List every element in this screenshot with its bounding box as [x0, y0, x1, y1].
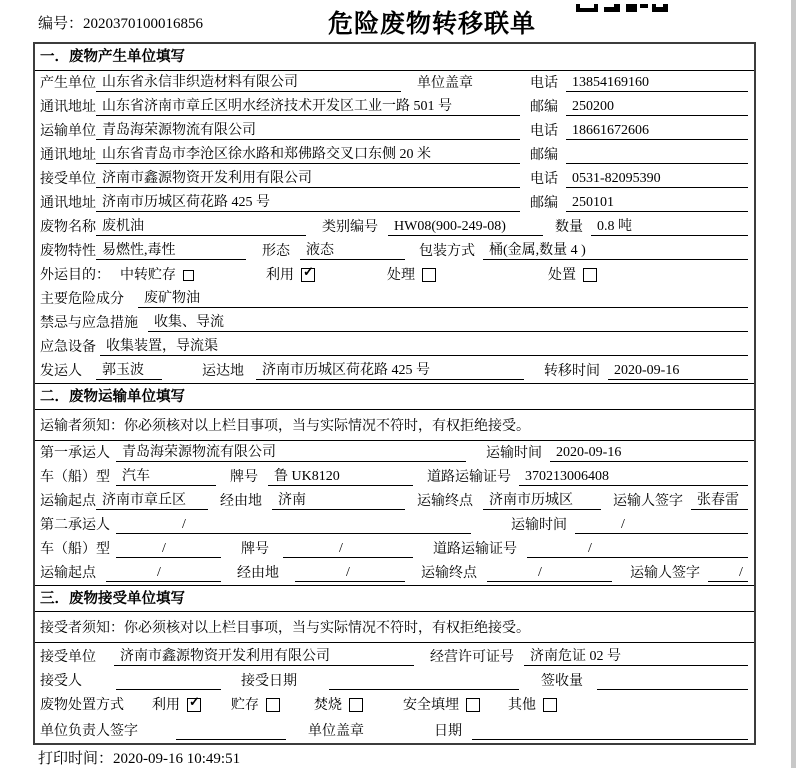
- disposal-option-label: 贮存: [231, 698, 259, 713]
- amount-label: 签收量: [541, 674, 583, 689]
- row-recipient: [35, 669, 754, 693]
- origin1-value: 济南市章丘区: [96, 489, 208, 510]
- carrier2-label: 第二承运人: [40, 518, 110, 533]
- row-producer-address: [35, 95, 754, 119]
- time2-value: /: [575, 517, 748, 534]
- print-time-label: 打印时间：: [38, 751, 114, 767]
- sign1-value: 张春雷: [691, 489, 748, 510]
- disposal-option-other: [508, 694, 557, 714]
- addr1-label: 通讯地址: [40, 100, 96, 115]
- row-vehicle1: [35, 465, 754, 489]
- disposal-option-label: 其他: [508, 698, 536, 713]
- row-first-carrier: [35, 441, 754, 465]
- disposal-option-store: [231, 694, 280, 714]
- checkbox-treat: [422, 268, 436, 282]
- row-receiver-address: [35, 191, 754, 215]
- addr2-label: 通讯地址: [40, 148, 96, 163]
- form-value: 液态: [300, 239, 405, 260]
- disposal-option-landfill: [403, 694, 480, 714]
- phone2-value: 18661672606: [566, 123, 748, 140]
- row-waste-name: [35, 215, 754, 239]
- purpose-option-transfer-storage: [120, 264, 194, 284]
- plate2-label: 牌号: [241, 542, 269, 557]
- zip3-label: 邮编: [530, 196, 558, 211]
- purpose-option-utilize: [266, 264, 315, 284]
- row-hazard-component: [35, 287, 754, 311]
- head-sign-value: [176, 723, 286, 740]
- phone3-label: 电话: [530, 172, 558, 187]
- checkbox-transfer-storage: [183, 270, 194, 281]
- dest-value: 济南市历城区荷花路 425 号: [256, 359, 524, 380]
- vehicle1-value: 汽车: [116, 465, 216, 486]
- row-transporter: [35, 119, 754, 143]
- row-route2: [35, 561, 754, 585]
- checkbox-mark: ✓: [189, 694, 200, 709]
- unit-seal-label: 单位盖章: [417, 76, 473, 91]
- transfer-time-label: 转移时间: [544, 364, 600, 379]
- phone3-value: 0531-82095390: [566, 171, 748, 188]
- receiver-notice: 接受者须知：你必须核对以上栏目事项，当与实际情况不符时，有权拒绝接受。: [35, 612, 754, 643]
- producer-value: 山东省永信非织造材料有限公司: [96, 71, 401, 92]
- purpose-option-label: 处理: [387, 268, 415, 283]
- receive-date-value: [329, 673, 519, 690]
- zip1-label: 邮编: [530, 100, 558, 115]
- row-vehicle2: [35, 537, 754, 561]
- transporter-label: 运输单位: [40, 124, 96, 139]
- page-title: 危险废物转移联单: [328, 11, 537, 38]
- receive-date-label: 接受日期: [241, 674, 297, 689]
- disposal-option-label: 焚烧: [314, 698, 342, 713]
- dest-label: 运达地: [202, 364, 244, 379]
- via2-value: /: [295, 565, 405, 582]
- license1-value: 370213006408: [519, 469, 748, 486]
- phone1-value: 13854169160: [566, 75, 748, 92]
- serial-label: 编号：: [38, 16, 84, 32]
- qty-value: 0.8 吨: [591, 215, 748, 236]
- zip1-value: 250200: [566, 99, 748, 116]
- checkbox-mark: ✓: [303, 264, 314, 279]
- producer-label: 产生单位: [40, 76, 96, 91]
- addr3-label: 通讯地址: [40, 196, 96, 211]
- checkbox-dispose: [583, 268, 597, 282]
- time2-label: 运输时间: [511, 518, 567, 533]
- receiver-value: 济南市鑫源物资开发利用有限公司: [96, 167, 520, 188]
- date2-label: 日期: [434, 724, 462, 739]
- addr3-value: 济南市历城区荷花路 425 号: [96, 191, 520, 212]
- transporter-value: 青岛海荣源物流有限公司: [96, 119, 520, 140]
- right-edge-strip: [791, 0, 796, 768]
- carrier1-label: 第一承运人: [40, 446, 110, 461]
- taboo-value: 收集、导流: [148, 311, 748, 332]
- license2-label: 道路运输证号: [433, 542, 517, 557]
- taboo-label: 禁忌与应急措施: [40, 316, 138, 331]
- category-value: HW08(900-249-08): [388, 219, 543, 236]
- print-time: [38, 747, 240, 768]
- plate2-value: /: [283, 541, 413, 558]
- permit-label: 经营许可证号: [430, 650, 514, 665]
- recipient-label: 接受人: [40, 674, 82, 689]
- row-transporter-address: [35, 143, 754, 167]
- via1-label: 经由地: [220, 494, 262, 509]
- receive-unit-value: 济南市鑫源物资开发利用有限公司: [114, 645, 414, 666]
- row-receive-unit: [35, 643, 754, 669]
- end2-label: 运输终点: [421, 566, 477, 581]
- transporter-notice: 运输者须知：你必须核对以上栏目事项，当与实际情况不符时，有权拒绝接受。: [35, 410, 754, 441]
- checkbox-utilize: [301, 264, 315, 282]
- carrier2-value: /: [116, 517, 471, 534]
- checkbox-disposal-incinerate: [349, 698, 363, 712]
- license1-label: 道路运输证号: [427, 470, 511, 485]
- checkbox-disposal-store: [266, 698, 280, 712]
- permit-value: 济南危证 02 号: [524, 645, 748, 666]
- sign2-label: 运输人签字: [630, 566, 700, 581]
- disposal-option-utilize: [152, 694, 201, 714]
- plate1-value: 鲁 UK8120: [268, 465, 413, 486]
- checkbox-disposal-utilize: [187, 694, 201, 712]
- row-emergency-equipment: [35, 335, 754, 359]
- section1-header: 一．废物产生单位填写: [35, 44, 754, 71]
- carrier1-value: 青岛海荣源物流有限公司: [116, 441, 466, 462]
- via2-label: 经由地: [237, 566, 279, 581]
- disposal-label: 废物处置方式: [40, 698, 124, 713]
- phone2-label: 电话: [530, 124, 558, 139]
- print-time-value: 2020-09-16 10:49:51: [113, 751, 241, 767]
- qty-label: 数量: [555, 220, 583, 235]
- disposal-option-incinerate: [314, 694, 363, 714]
- addr2-value: 山东省青岛市李沧区徐水路和郑佛路交叉口东侧 20 米: [96, 143, 520, 164]
- hazard-label: 主要危险成分: [40, 292, 124, 307]
- manifest-form-box: [33, 42, 756, 745]
- character-value: 易燃性,毒性: [96, 239, 246, 260]
- vehicle1-label: 车（船）型: [40, 470, 110, 485]
- packing-value: 桶(金属,数量 4 ): [483, 239, 748, 260]
- origin2-label: 运输起点: [40, 566, 96, 581]
- row-second-carrier: [35, 513, 754, 537]
- receiver-label: 接受单位: [40, 172, 96, 187]
- row-waste-character: [35, 239, 754, 263]
- equipment-label: 应急设备: [40, 340, 96, 355]
- addr1-value: 山东省济南市章丘区明水经济技术开发区工业一路 501 号: [96, 95, 520, 116]
- time1-label: 运输时间: [486, 446, 542, 461]
- amount-value: [597, 673, 748, 690]
- category-label: 类别编号: [322, 220, 378, 235]
- vehicle2-value: /: [116, 541, 221, 558]
- disposal-option-label: 利用: [152, 698, 180, 713]
- section2-header: 二．废物运输单位填写: [35, 383, 754, 410]
- disposal-option-label: 安全填埋: [403, 698, 459, 713]
- row-transfer-purpose: [35, 263, 754, 287]
- end1-label: 运输终点: [417, 494, 473, 509]
- receive-unit-label: 接受单位: [40, 650, 96, 665]
- purpose-option-label: 中转贮存: [120, 268, 176, 283]
- row-shipper: [35, 359, 754, 383]
- purpose-label: 外运目的：: [40, 268, 110, 283]
- origin2-value: /: [106, 565, 221, 582]
- zip3-value: 250101: [566, 195, 748, 212]
- zip2-value: [566, 147, 748, 164]
- row-taboo-measures: [35, 311, 754, 335]
- recipient-value: [116, 673, 221, 690]
- phone1-label: 电话: [530, 76, 558, 91]
- waste-name-value: 废机油: [96, 215, 306, 236]
- head-sign-label: 单位负责人签字: [40, 724, 138, 739]
- waste-name-label: 废物名称: [40, 220, 96, 235]
- equipment-value: 收集装置，导流渠: [100, 335, 748, 356]
- packing-label: 包装方式: [419, 244, 475, 259]
- serial-number: [38, 12, 203, 33]
- end2-value: /: [487, 565, 612, 582]
- section3-header: 三．废物接受单位填写: [35, 585, 754, 612]
- shipper-value: 郭玉波: [96, 359, 162, 380]
- form-label: 形态: [262, 244, 290, 259]
- purpose-option-label: 处置: [548, 268, 576, 283]
- purpose-option-treat: [387, 264, 436, 284]
- license2-value: /: [527, 541, 748, 558]
- end1-value: 济南市历城区: [483, 489, 601, 510]
- time1-value: 2020-09-16: [550, 445, 748, 462]
- row-receiver: [35, 167, 754, 191]
- origin1-label: 运输起点: [40, 494, 96, 509]
- checkbox-disposal-landfill: [466, 698, 480, 712]
- row-disposal-method: [35, 693, 754, 717]
- vehicle2-label: 车（船）型: [40, 542, 110, 557]
- purpose-option-label: 利用: [266, 268, 294, 283]
- receiver-seal-label: 单位盖章: [308, 724, 364, 739]
- date2-value: [472, 723, 748, 740]
- serial-value: 2020370100016856: [83, 16, 204, 32]
- plate1-label: 牌号: [230, 470, 258, 485]
- sign2-value: /: [708, 565, 748, 582]
- row-head-signature: [35, 717, 754, 743]
- row-route1: [35, 489, 754, 513]
- hazard-value: 废矿物油: [138, 287, 748, 308]
- shipper-label: 发运人: [40, 364, 82, 379]
- row-producer: [35, 71, 754, 95]
- via1-value: 济南: [272, 489, 405, 510]
- checkbox-disposal-other: [543, 698, 557, 712]
- transfer-time-value: 2020-09-16: [608, 363, 748, 380]
- character-label: 废物特性: [40, 244, 96, 259]
- zip2-label: 邮编: [530, 148, 558, 163]
- qr-code-fragment: [576, 0, 668, 18]
- purpose-option-dispose: [548, 264, 597, 284]
- sign1-label: 运输人签字: [613, 494, 683, 509]
